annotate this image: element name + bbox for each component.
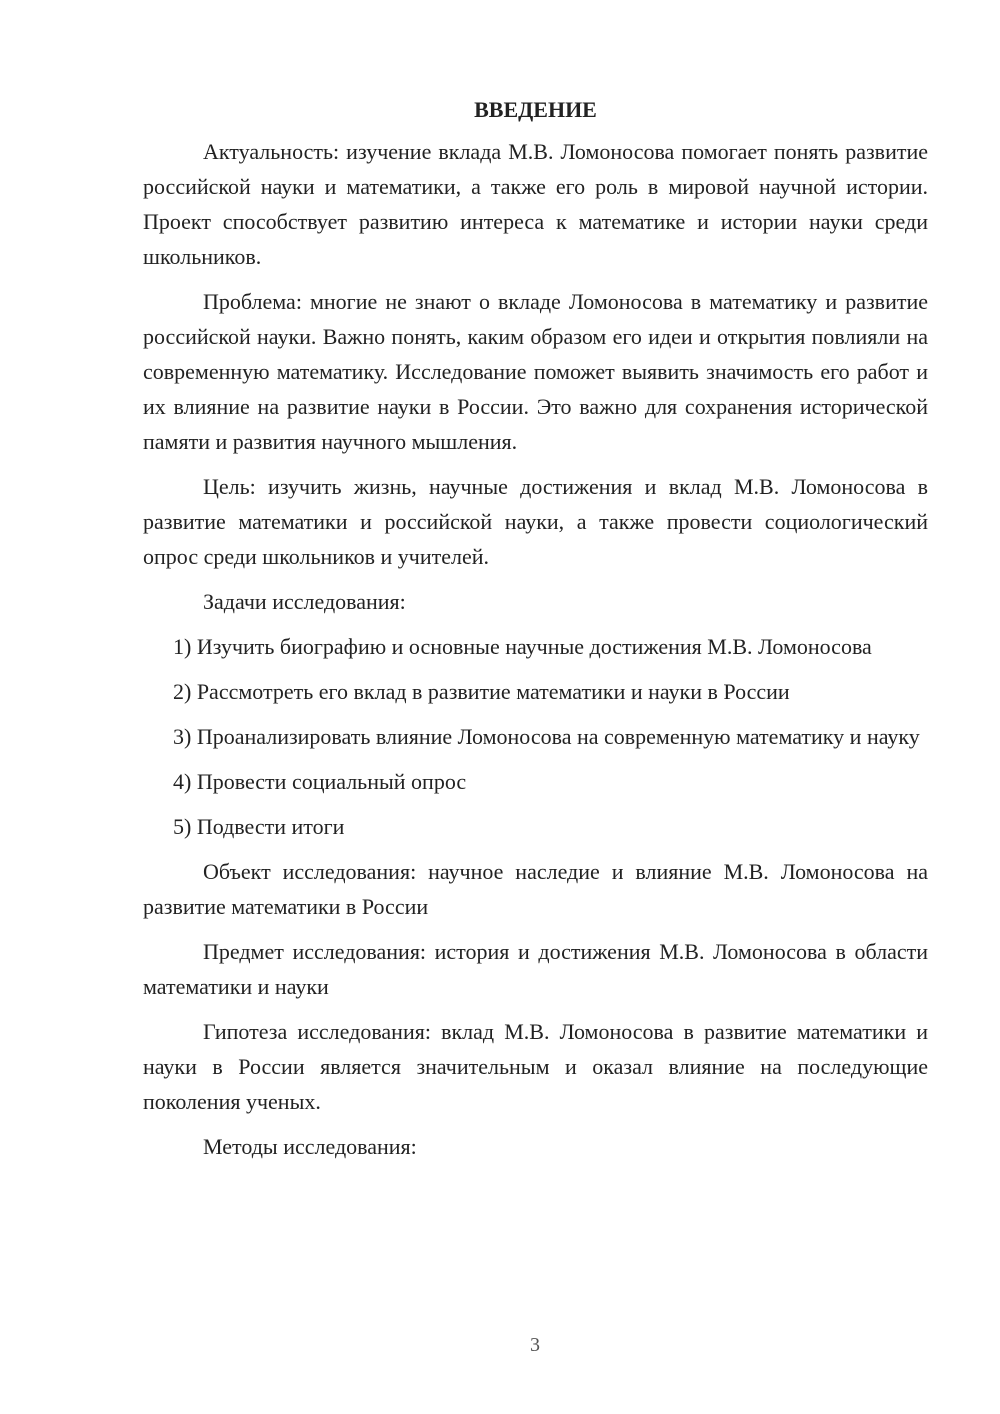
- paragraph-problem: Проблема: многие не знают о вкладе Ломоносова в математику и развитие российской науки. Важно понять, каким образом его идеи и открытия повлияли на современную математику. Исследование поможет выявить значимость его работ и их влияние на развитие науки в России. Это важно для сохранения исторической памяти и развития научного мышления.: [143, 289, 928, 454]
- paragraph-tasks-heading: Задачи исследования:: [203, 589, 406, 614]
- paragraph-subject: Предмет исследования: история и достижения М.В. Ломоносова в области математики и науки: [143, 939, 928, 999]
- list-item: 2) Рассмотреть его вклад в развитие математики и науки в России: [173, 679, 790, 704]
- paragraph-goal: Цель: изучить жизнь, научные достижения и вклад М.В. Ломоносова в развитие математики и российской науки, а также провести социологический опрос среди школьников и учителей.: [143, 474, 928, 569]
- tasks-list: [143, 629, 928, 844]
- list-item: 1) Изучить биографию и основные научные достижения М.В. Ломоносова: [173, 634, 872, 659]
- list-item: 4) Провести социальный опрос: [173, 769, 467, 794]
- section-title: ВВЕДЕНИЕ: [474, 97, 597, 122]
- document-body: [143, 92, 928, 1174]
- paragraph-hypothesis: Гипотеза исследования: вклад М.В. Ломоносова в развитие математики и науки в России является значительным и оказал влияние на последующие поколения ученых.: [143, 1019, 928, 1114]
- paragraph-methods-heading: Методы исследования:: [203, 1134, 417, 1159]
- paragraph-object: Объект исследования: научное наследие и влияние М.В. Ломоносова на развитие математики в России: [143, 859, 928, 919]
- list-item: 3) Проанализировать влияние Ломоносова на современную математику и науку: [173, 724, 920, 749]
- page-number: 3: [530, 1334, 540, 1356]
- paragraph-relevance: Актуальность: изучение вклада М.В. Ломоносова помогает понять развитие российской науки и математики, а также его роль в мировой научной истории. Проект способствует развитию интереса к математике и истории науки среди школьников.: [143, 139, 928, 269]
- list-item: 5) Подвести итоги: [173, 814, 345, 839]
